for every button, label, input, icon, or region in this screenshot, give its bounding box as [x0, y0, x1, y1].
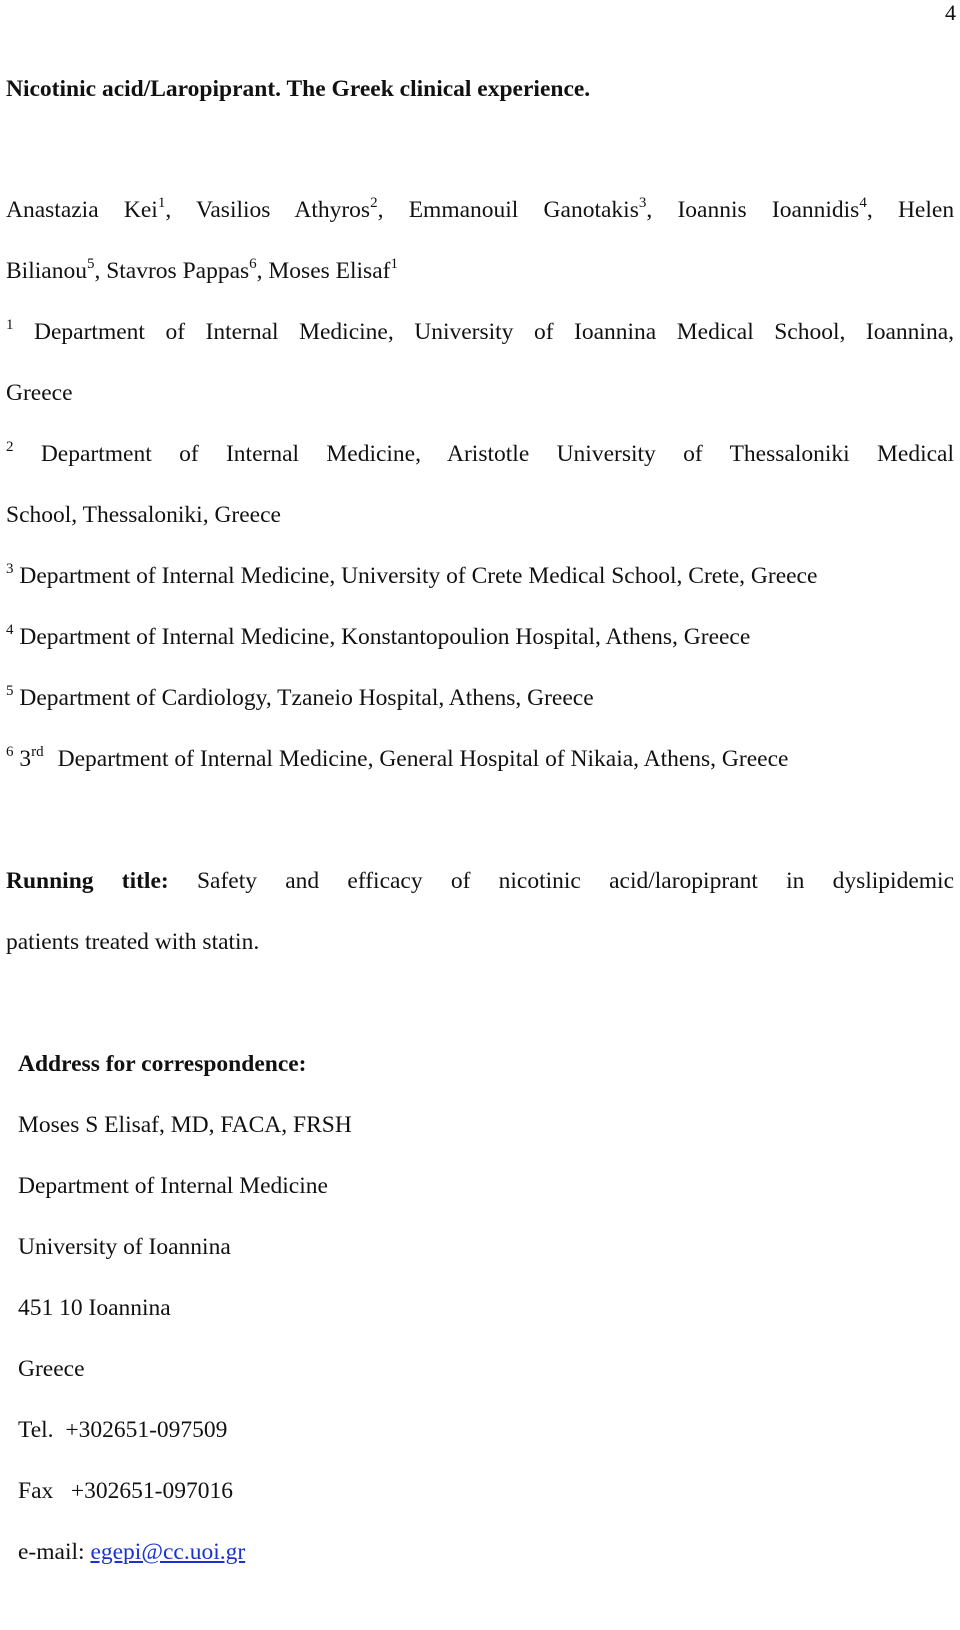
author-name: Moses Elisaf — [268, 258, 391, 284]
ordinal-suffix: rd — [31, 744, 44, 760]
running-title-line-1: Running title: Safety and efficacy of nicotinic acid/laropiprant in dyslipidemic — [6, 868, 954, 894]
author-name-part: Bilianou — [6, 258, 87, 284]
author-name: Vasilios Athyros — [196, 197, 371, 223]
correspondence-fax — [18, 1480, 233, 1504]
affiliation-text: Department of Internal Medicine, General Hospital of Nikaia, Athens, Greece — [57, 746, 789, 772]
affiliation-text: Department of Internal Medicine, Konstantopoulion Hospital, Athens, Greece — [19, 624, 751, 650]
affiliation-ordinal: 3 — [19, 746, 32, 772]
affiliation-marker: 1 — [157, 195, 166, 211]
affiliation-number: 6 — [6, 744, 14, 760]
author-name: Stavros Pappas — [106, 258, 250, 284]
author-line-1: Anastazia Kei$^1$, Vasilios Athyros$^2$, Emmanouil Ganotakis$^3$, Ioannis Ioannidis$^4$, Helen — [6, 195, 955, 223]
email-link[interactable]: egepi@cc.uoi.gr — [90, 1539, 246, 1565]
paper-title: Nicotinic acid/Laropiprant. The Greek clinical experience. — [6, 76, 591, 102]
affiliation-marker: 5 — [86, 256, 95, 272]
affiliation-2-line-1: $^2$ Department of Internal Medicine, Aristotle University of Thessaloniki Medical — [6, 439, 954, 467]
email-label: e-mail: — [18, 1539, 85, 1565]
affiliation-1-line-2: Greece — [6, 380, 73, 406]
affiliation-number: 3 — [6, 561, 14, 577]
running-title-line-2: patients treated with statin. — [6, 929, 260, 955]
correspondence-country: Greece — [18, 1356, 85, 1382]
affiliation-5 — [6, 683, 594, 711]
fax-label: Fax — [18, 1478, 54, 1504]
affiliation-number: 4 — [6, 622, 14, 638]
affiliation-marker: 4 — [859, 195, 867, 211]
affiliation-number: 2 — [6, 439, 14, 455]
author-name: Anastazia Kei — [6, 197, 158, 223]
correspondence-postal: 451 10 Ioannina — [18, 1295, 171, 1321]
affiliation-4 — [6, 622, 751, 650]
author-name-part: Helen — [897, 197, 955, 223]
affiliation-6 — [6, 744, 789, 772]
correspondence-email — [18, 1541, 245, 1565]
affiliation-number: 5 — [6, 683, 14, 699]
running-title-label: Running title: — [6, 868, 169, 894]
correspondence-name: Moses S Elisaf, MD, FACA, FRSH — [18, 1112, 352, 1138]
author-line-2: Bilianou$^5$, Stavros Pappas$^6$, Moses Elisaf$^1$ — [6, 256, 398, 284]
correspondence-tel — [18, 1419, 227, 1443]
affiliation-number: 1 — [6, 317, 14, 333]
correspondence-department: Department of Internal Medicine — [18, 1173, 328, 1199]
affiliation-marker: 2 — [370, 195, 378, 211]
author-name: Ioannis Ioannidis — [677, 197, 860, 223]
tel-number: +302651-097509 — [65, 1417, 228, 1443]
affiliation-marker: 3 — [638, 195, 647, 211]
correspondence-university: University of Ioannina — [18, 1234, 231, 1260]
affiliation-3 — [6, 561, 818, 589]
page-number: 4 — [945, 0, 956, 25]
affiliation-marker: 1 — [390, 256, 398, 272]
correspondence-heading: Address for correspondence: — [18, 1051, 307, 1077]
affiliation-text: Department of Cardiology, Tzaneio Hospital, Athens, Greece — [19, 685, 594, 711]
author-name: Emmanouil Ganotakis — [408, 197, 639, 223]
affiliation-2-line-2: School, Thessaloniki, Greece — [6, 502, 281, 528]
affiliation-1-line-1: $^1$ Department of Internal Medicine, University of Ioannina Medical School, Ioannina, — [6, 317, 954, 345]
affiliation-marker: 6 — [249, 256, 257, 272]
fax-number: +302651-097016 — [70, 1478, 233, 1504]
tel-label: Tel. — [18, 1417, 54, 1443]
affiliation-text: Department of Internal Medicine, University of Crete Medical School, Crete, Greece — [19, 563, 818, 589]
